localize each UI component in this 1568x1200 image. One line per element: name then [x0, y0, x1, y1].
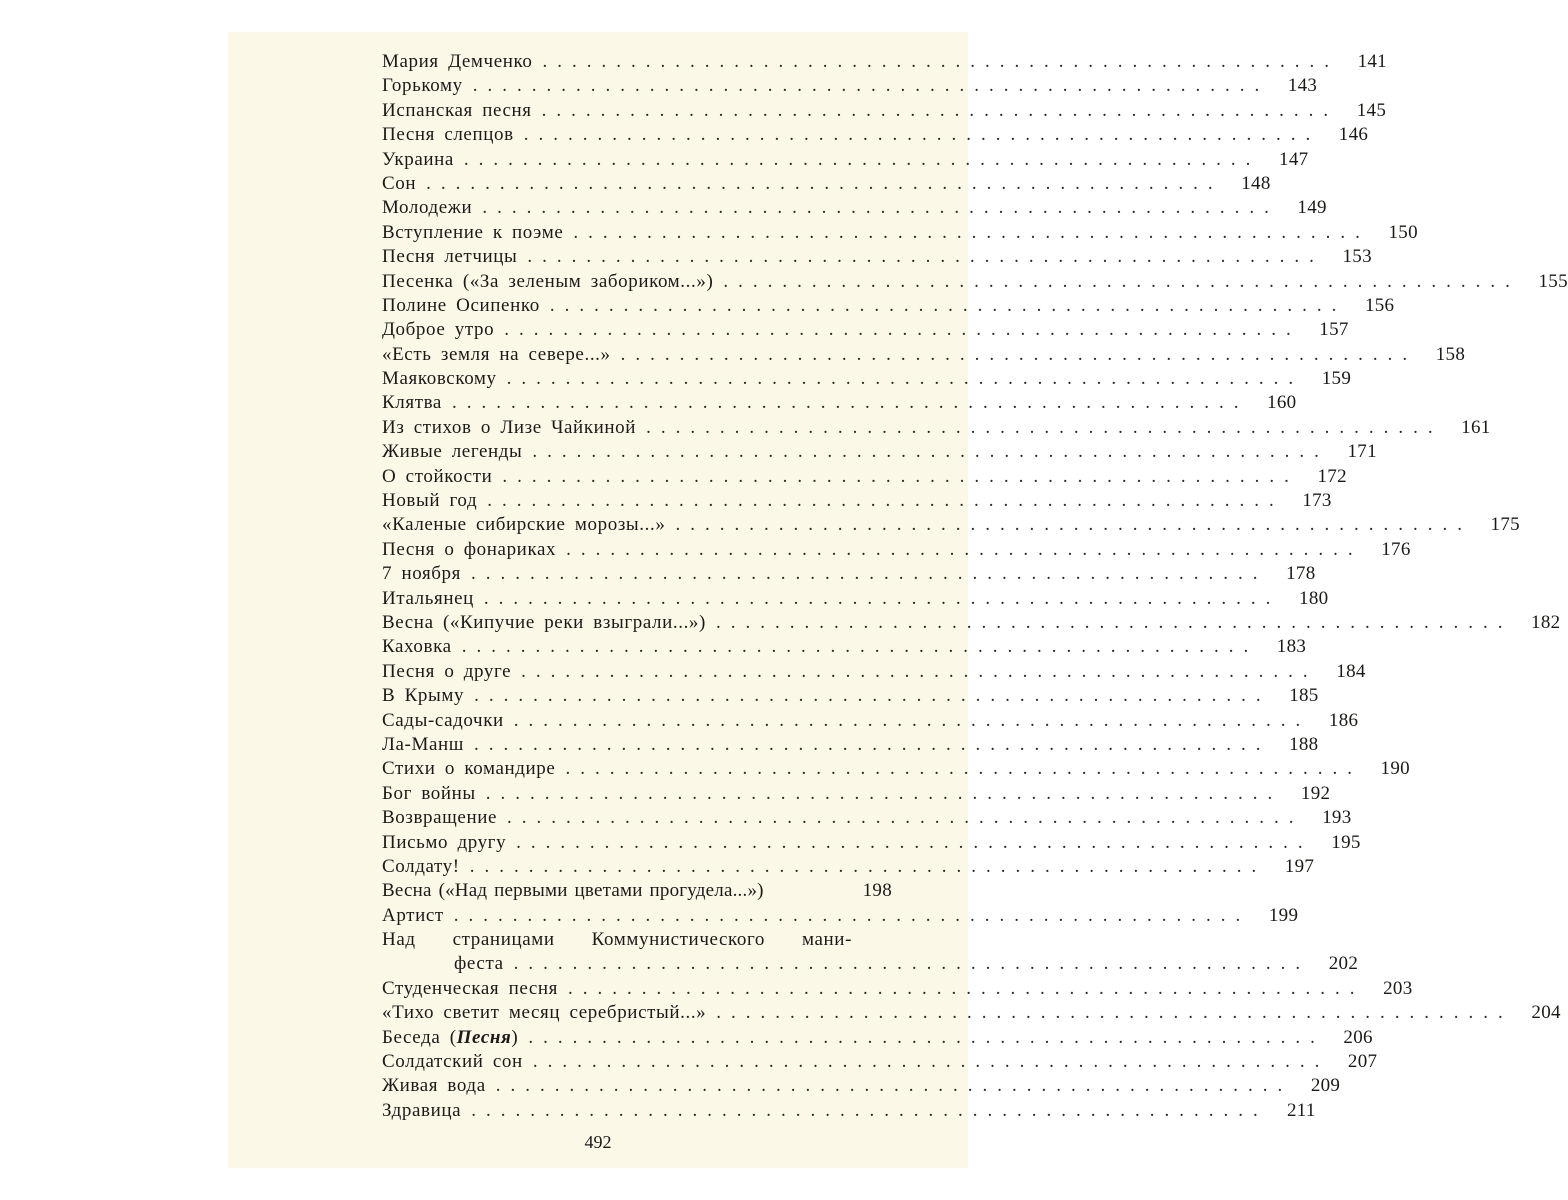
- toc-entry: [382, 806, 1352, 830]
- toc-title: Возвращение: [382, 807, 498, 829]
- toc-title: Горькому: [382, 75, 463, 97]
- toc-page-number: 172: [1317, 465, 1347, 487]
- toc-title: Песня слепцов: [382, 124, 514, 146]
- toc-entry: [382, 367, 1352, 391]
- toc-page-number: 182: [1531, 611, 1561, 633]
- dot-leader: ......................................................: [568, 977, 1365, 999]
- toc-entry: [382, 416, 1491, 440]
- dot-leader: ......................................................: [483, 587, 1281, 609]
- toc-page-number: 147: [1279, 148, 1309, 170]
- toc-title: «Каленые сибирские морозы...»: [382, 514, 666, 536]
- toc-entry: [382, 245, 1372, 269]
- toc-entry: [382, 538, 1411, 562]
- toc-page-number: 143: [1287, 75, 1318, 97]
- toc-title: Артист: [382, 904, 444, 926]
- toc-entry: [382, 343, 1466, 367]
- toc-title: Бог войны: [382, 782, 476, 804]
- toc-entry: [382, 513, 1520, 537]
- dot-leader: ......................................................: [549, 294, 1347, 316]
- dot-leader: ......................................................: [523, 124, 1321, 146]
- toc-page-number: 203: [1383, 977, 1413, 999]
- toc-page-number: 173: [1302, 490, 1332, 512]
- dot-leader: ......................................................: [573, 221, 1370, 243]
- toc-title-line-1: Над страницами Коммунистического мани-: [382, 929, 852, 951]
- toc-page-number: 211: [1286, 1099, 1316, 1121]
- toc-entry: [382, 611, 1561, 635]
- toc-entry: [382, 123, 1369, 147]
- dot-leader: ......................................................: [521, 660, 1318, 682]
- toc-page-number: 209: [1310, 1075, 1341, 1097]
- toc-page-number: 146: [1338, 124, 1369, 146]
- toc-page-number: 206: [1343, 1026, 1373, 1048]
- toc-title: Стихи о командире: [382, 758, 556, 780]
- toc-title: Маяковскому: [382, 368, 497, 390]
- toc-entry: [382, 733, 1319, 757]
- dot-leader: ......................................................: [487, 490, 1284, 512]
- dot-leader: ......................................................: [513, 709, 1311, 731]
- toc-page-number: 153: [1342, 246, 1372, 268]
- toc-page-number: 186: [1328, 709, 1359, 731]
- dot-leader: ......................................................: [527, 246, 1324, 268]
- toc-title: Солдатский сон: [382, 1051, 523, 1073]
- toc-page-number: 178: [1286, 563, 1316, 585]
- toc-title: «Есть земля на севере...»: [382, 343, 611, 365]
- dot-leader: ......................................................: [506, 368, 1304, 390]
- dot-leader: ......................................................: [482, 197, 1279, 219]
- toc-entry: [382, 391, 1297, 415]
- toc-entry: [382, 465, 1347, 489]
- toc-title: Вступление к поэме: [382, 221, 564, 243]
- toc-entry: [382, 1074, 1341, 1098]
- dot-leader: ......................................................: [715, 611, 1513, 633]
- toc-title: Мария Демченко: [382, 51, 533, 72]
- toc-entry: [382, 318, 1349, 342]
- toc-entry: [382, 635, 1307, 659]
- toc-page-number: 193: [1322, 807, 1352, 829]
- toc-title: Ла-Манш: [382, 733, 464, 755]
- toc-title: Клятва: [382, 392, 442, 414]
- toc-page-number: 176: [1381, 538, 1411, 560]
- toc-title: Студенческая песня: [382, 977, 559, 999]
- toc-page-number: 184: [1336, 660, 1366, 682]
- toc-entry: [382, 660, 1366, 684]
- toc-page-number: 180: [1299, 587, 1329, 609]
- toc-title: [382, 1026, 518, 1050]
- dot-leader: ......................................................: [528, 1026, 1325, 1048]
- toc-entry: [382, 196, 1327, 220]
- toc-entry: [382, 831, 1361, 855]
- dot-leader: ......................................................: [507, 807, 1304, 829]
- dot-leader: ......................................................: [451, 392, 1249, 414]
- dot-leader: ......................................................: [453, 904, 1251, 926]
- toc-title: Письмо другу: [382, 831, 507, 853]
- toc-entry: [382, 440, 1377, 464]
- dot-leader: ......................................................: [495, 1075, 1293, 1097]
- dot-leader: ......................................................: [675, 514, 1472, 536]
- toc-entry: [382, 99, 1387, 123]
- toc-title-close: ): [511, 1026, 519, 1048]
- dot-leader: ......................................................: [542, 51, 1339, 72]
- toc-entry: [382, 562, 1316, 586]
- toc-page-number: 190: [1380, 758, 1410, 780]
- page-number-footer: 492: [584, 1132, 612, 1152]
- toc-entry: [382, 489, 1332, 513]
- dot-leader: ......................................................: [541, 99, 1339, 121]
- toc-page-number: 156: [1364, 294, 1395, 316]
- toc-entry: [382, 1050, 1378, 1074]
- toc-page-number: 175: [1490, 514, 1520, 536]
- toc-page-number: 207: [1347, 1051, 1378, 1073]
- toc-entry-wrapped: [382, 928, 1359, 977]
- dot-leader: ......................................................: [426, 172, 1223, 194]
- dot-leader: ......................................................: [723, 270, 1520, 292]
- toc-title: Песня о друге: [382, 660, 512, 682]
- toc-entry: [382, 1001, 1561, 1025]
- dot-leader: ......................................................: [471, 563, 1268, 585]
- toc-page-number: 155: [1538, 270, 1568, 292]
- toc-entry: [382, 684, 1319, 708]
- toc-title: «Тихо светит месяц серебристый...»: [382, 1002, 707, 1024]
- toc-title: О стойкости: [382, 465, 493, 487]
- toc-entry: [382, 977, 1413, 1001]
- toc-title: Живые легенды: [382, 441, 523, 463]
- toc-entry: [382, 757, 1410, 781]
- toc-entry: [382, 587, 1329, 611]
- toc-title: 7 ноября: [382, 563, 462, 585]
- toc-entry: [382, 1026, 1373, 1050]
- book-page: [228, 32, 1568, 1168]
- toc-page-number: 160: [1267, 392, 1297, 414]
- toc-page-number: 159: [1321, 368, 1352, 390]
- dot-leader: ......................................................: [473, 733, 1271, 755]
- dot-leader: ......................................................: [502, 465, 1299, 487]
- toc-title: Сон: [382, 172, 417, 194]
- toc-title: Итальянец: [382, 587, 474, 609]
- toc-page-number: 198: [862, 880, 892, 902]
- toc-title: Солдату!: [382, 855, 460, 877]
- toc-page-number: 157: [1319, 319, 1349, 341]
- toc-page-number: 195: [1331, 831, 1361, 853]
- toc-page-number: 171: [1347, 441, 1377, 463]
- toc-entry: [382, 172, 1271, 196]
- dot-leader: ......................................................: [461, 636, 1259, 658]
- toc-title: Молодежи: [382, 197, 473, 219]
- dot-leader: ......................................................: [716, 1002, 1513, 1024]
- toc-entry: [382, 270, 1568, 294]
- toc-entry: [382, 294, 1395, 318]
- toc-title: Песня летчицы: [382, 246, 518, 268]
- dot-leader: ......................................................: [566, 538, 1363, 560]
- toc-title: Новый год: [382, 490, 478, 512]
- toc-title-line-2: феста: [454, 953, 504, 975]
- toc-page-number: 148: [1241, 172, 1271, 194]
- toc-page-number: 161: [1461, 416, 1491, 438]
- dot-leader: ......................................................: [463, 148, 1261, 170]
- dot-leader: ......................................................: [471, 1099, 1268, 1121]
- dot-leader: ......................................................: [646, 416, 1443, 438]
- dot-leader: ......................................................: [504, 319, 1301, 341]
- dot-leader: ......................................................: [469, 855, 1267, 877]
- dot-leader: ......................................................: [532, 1051, 1330, 1073]
- toc-page-number: 192: [1300, 782, 1331, 804]
- toc-title: Каховка: [382, 636, 452, 658]
- toc-page-number: 197: [1284, 855, 1315, 877]
- toc-title: Доброе утро: [382, 319, 495, 341]
- dot-leader: ......................................................: [565, 758, 1362, 780]
- toc-title: Здравица: [382, 1099, 462, 1121]
- toc-title: Весна («Над первыми цветами прогудела...»): [382, 880, 764, 902]
- toc-page-number: 150: [1388, 221, 1418, 243]
- dot-leader: ......................................................: [620, 343, 1418, 365]
- toc-page-number: 141: [1357, 51, 1387, 72]
- toc-title: В Крыму: [382, 685, 465, 707]
- toc-entry: [382, 855, 1315, 879]
- dot-leader: ......................................................: [532, 441, 1329, 463]
- toc-page-number: 158: [1435, 343, 1466, 365]
- toc-title: Песня о фонариках: [382, 538, 557, 560]
- toc-entry: [382, 221, 1418, 245]
- toc-title-text: Беседа (: [382, 1026, 457, 1048]
- toc-title-continuation-row: [382, 952, 1359, 976]
- dot-leader: ......................................................: [513, 953, 1311, 975]
- toc-entry: [382, 904, 1299, 928]
- toc-entry: [382, 50, 1387, 74]
- dot-leader: ......................................................: [472, 75, 1270, 97]
- toc-page-number: 188: [1289, 733, 1319, 755]
- dot-leader: ......................................................: [474, 685, 1271, 707]
- toc-title-italic: Песня: [456, 1026, 512, 1048]
- toc-entry: [382, 148, 1309, 172]
- toc-title: Сады-садочки: [382, 709, 504, 731]
- toc-page-number: 199: [1268, 904, 1299, 926]
- table-of-contents: [382, 50, 1568, 1123]
- toc-entry: [382, 879, 892, 903]
- toc-title: Украина: [382, 148, 454, 170]
- toc-page-number: 204: [1531, 1002, 1561, 1024]
- toc-page-number: 149: [1297, 197, 1327, 219]
- toc-title: Живая вода: [382, 1075, 486, 1097]
- toc-title: Песенка («За зеленым забориком...»): [382, 270, 714, 292]
- toc-title: Испанская песня: [382, 99, 532, 121]
- toc-page-number: 202: [1328, 953, 1359, 975]
- toc-entry: [382, 74, 1318, 98]
- toc-page-number: 145: [1356, 99, 1387, 121]
- toc-title: Полине Осипенко: [382, 294, 540, 316]
- toc-title: Из стихов о Лизе Чайкиной: [382, 416, 637, 438]
- dot-leader: ......................................................: [516, 831, 1313, 853]
- toc-entry: [382, 782, 1331, 806]
- toc-title: Весна («Кипучие реки взыграли...»): [382, 611, 706, 633]
- toc-entry: [382, 709, 1359, 733]
- toc-entry: [382, 1099, 1316, 1123]
- dot-leader: ......................................................: [485, 782, 1283, 804]
- toc-page-number: 183: [1276, 636, 1307, 658]
- toc-page-number: 185: [1289, 685, 1319, 707]
